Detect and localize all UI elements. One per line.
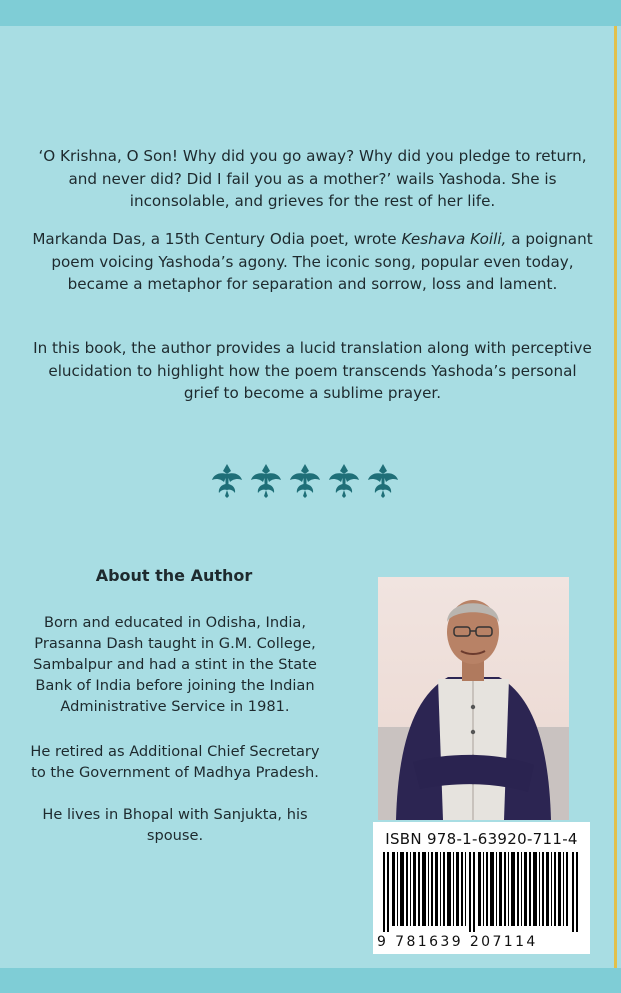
blurb-paragraph-3: In this book, the author provides a lucid translation along with perceptive elucidation to highlight how the poem transcends Yashoda’s personal grief to become a sublime prayer. <box>33 339 592 402</box>
barcode-bars <box>383 852 580 932</box>
ornament-icon <box>327 462 361 498</box>
ornament-icon <box>249 462 283 498</box>
blurb-paragraph-1: ‘O Krishna, O Son! Why did you go away? Why did you pledge to return, and never did? Did I fail you as a mother?’ wails Yashoda. She is inconsolable, and grieves for the rest of her life. <box>38 147 587 210</box>
about-author-heading: About the Author <box>95 566 253 585</box>
ornament-icon <box>366 462 400 498</box>
bottom-band <box>0 968 621 993</box>
top-band <box>0 0 621 26</box>
author-bio-1: Born and educated in Odisha, India, Prasanna Dash taught in G.M. College, Sambalpur and had a stint in the State Bank of India before joining the Indian Administrative Service in 1981. <box>33 614 317 715</box>
poem-title: Keshava Koili, <box>401 230 507 248</box>
isbn-label: ISBN 978-1-63920-711-4 <box>385 830 578 848</box>
blurb-p2-end: a poignant poem voicing Yashoda’s agony. The iconic song, popular even today, became a metaphor for separation and sorrow, loss and lament. <box>51 230 593 293</box>
author-bio-2: He retired as Additional Chief Secretary to the Government of Madhya Pradesh. <box>30 743 320 781</box>
isbn-barcode <box>373 822 590 954</box>
author-photo <box>378 577 569 820</box>
blurb-p2-start: Markanda Das, a 15th Century Odia poet, wrote <box>32 230 402 248</box>
author-bio-3: He lives in Bhopal with Sanjukta, his spouse. <box>42 806 308 844</box>
spine-line <box>614 26 617 968</box>
barcode-digits: 9 781639 207114 <box>377 934 538 950</box>
ornament-icon <box>210 462 244 498</box>
ornament-row <box>210 462 400 502</box>
blurb-paragraph-2 <box>30 228 595 296</box>
ornament-icon <box>288 462 322 498</box>
